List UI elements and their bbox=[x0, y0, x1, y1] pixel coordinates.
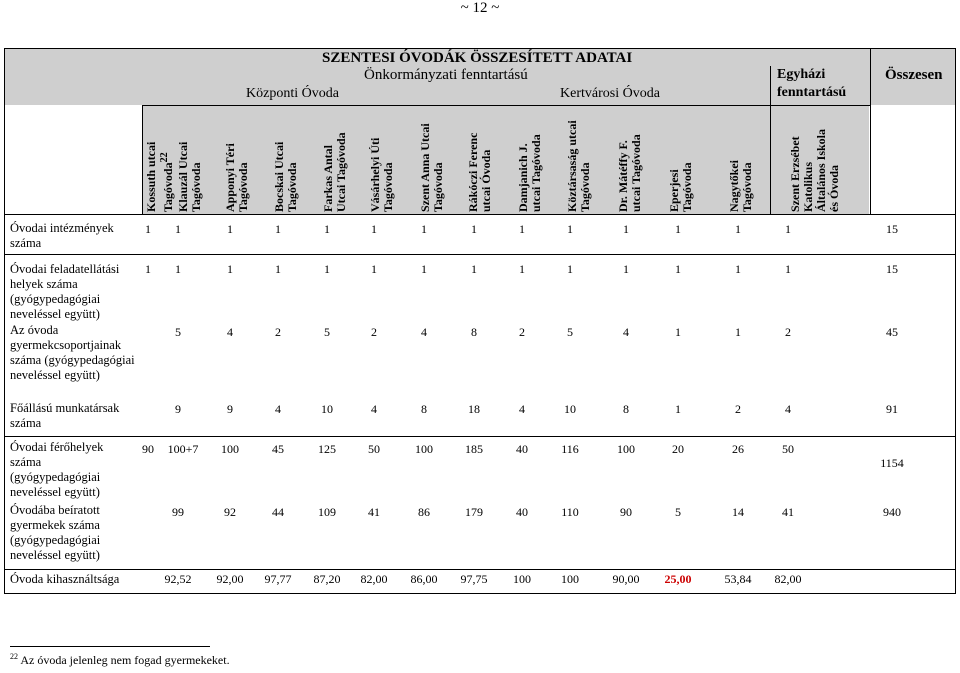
table-cell: 4 bbox=[227, 325, 233, 339]
table-cell: 1 bbox=[519, 262, 525, 276]
table-cell: 14 bbox=[732, 505, 744, 519]
table-cell: 1 bbox=[145, 222, 151, 236]
table-cell: 97,77 bbox=[264, 572, 292, 586]
table-cell: 1 bbox=[785, 222, 791, 236]
table-cell: 2 bbox=[519, 325, 525, 339]
table-cell: 100+7 bbox=[167, 442, 199, 456]
table-cell-total: 15 bbox=[886, 222, 898, 236]
row-label-munkatarsak: Főállású munkatársak száma bbox=[10, 401, 120, 430]
column-header-nagytokei: Nagytőkei Tagóvoda bbox=[727, 160, 754, 212]
table-cell: 2 bbox=[785, 325, 791, 339]
table-cell: 1 bbox=[371, 262, 377, 276]
group-kertvarosi: Kertvárosi Óvoda bbox=[560, 86, 660, 101]
table-cell: 5 bbox=[324, 325, 330, 339]
table-cell: 40 bbox=[516, 505, 528, 519]
table-cell: 50 bbox=[782, 442, 794, 456]
group-egyhazi-line2: fenntartású bbox=[777, 85, 847, 100]
table-cell: 40 bbox=[516, 442, 528, 456]
row-label-intezmenyek: Óvodai intézmények száma bbox=[10, 221, 114, 250]
row-divider bbox=[5, 254, 955, 255]
column-header-apponyi: Apponyi Téri Tagóvoda bbox=[223, 143, 250, 212]
column-header-bocskai: Bocskai Utcai Tagóvoda bbox=[272, 141, 299, 212]
table-cell: 25,00 bbox=[664, 572, 692, 586]
row-divider bbox=[5, 569, 955, 570]
table-cell: 116 bbox=[561, 442, 579, 456]
table-cell: 1 bbox=[623, 222, 629, 236]
table-cell: 44 bbox=[272, 505, 284, 519]
table-title: SZENTESI ÓVODÁK ÖSSZESÍTETT ADATAI bbox=[322, 50, 633, 66]
group-osszesen: Összesen bbox=[885, 67, 943, 83]
table-cell: 4 bbox=[785, 402, 791, 416]
table-cell: 90,00 bbox=[612, 572, 640, 586]
group-kozponti: Központi Óvoda bbox=[246, 86, 339, 101]
table-cell: 97,75 bbox=[460, 572, 488, 586]
table-cell: 100 bbox=[221, 442, 239, 456]
page-number: ~ 12 ~ bbox=[460, 0, 500, 16]
footnote-rule bbox=[10, 646, 210, 647]
table-cell: 1 bbox=[519, 222, 525, 236]
table-cell: 1 bbox=[324, 222, 330, 236]
column-header-damjanich: Damjanich J. utcai Tagóvoda bbox=[516, 134, 543, 212]
table-cell: 8 bbox=[421, 402, 427, 416]
table-cell: 1 bbox=[735, 325, 741, 339]
row-label-csoportok: Az óvoda gyermekcsoportjainak száma (gyógypedagógiai neveléssel együtt) bbox=[10, 323, 135, 382]
table-cell: 10 bbox=[321, 402, 333, 416]
table-cell: 1 bbox=[175, 222, 181, 236]
table-cell: 1 bbox=[421, 222, 427, 236]
table-cell: 2 bbox=[371, 325, 377, 339]
table-cell: 82,00 bbox=[360, 572, 388, 586]
table-cell: 5 bbox=[567, 325, 573, 339]
table-cell: 92,00 bbox=[216, 572, 244, 586]
row-label-ferohelyek: Óvodai férőhelyek száma (gyógypedagógiai neveléssel együtt) bbox=[10, 440, 104, 499]
table-cell: 1 bbox=[227, 262, 233, 276]
row-label-kihasznaltsag: Óvoda kihasználtsága bbox=[10, 572, 120, 586]
table-cell: 53,84 bbox=[724, 572, 752, 586]
column-header-mateffy: Dr. Mátéffy F. utcai Tagóvoda bbox=[616, 134, 643, 212]
table-cell: 90 bbox=[620, 505, 632, 519]
table-cell-total: 1154 bbox=[880, 456, 904, 470]
table-cell: 185 bbox=[465, 442, 483, 456]
table-cell: 125 bbox=[318, 442, 336, 456]
table-cell: 1 bbox=[275, 222, 281, 236]
table-cell: 92 bbox=[224, 505, 236, 519]
divider bbox=[5, 214, 955, 215]
table-cell: 100 bbox=[561, 572, 579, 586]
column-header-eperjesi: Eperjesi Tagóvoda bbox=[667, 162, 694, 212]
column-header-szent-anna: Szent Anna Utcai Tagóvoda bbox=[418, 123, 445, 212]
table-cell: 110 bbox=[561, 505, 579, 519]
table-cell: 87,20 bbox=[313, 572, 341, 586]
table-cell: 92,52 bbox=[164, 572, 192, 586]
table-cell: 1 bbox=[275, 262, 281, 276]
row-label-feladatellatasi: Óvodai feladatellátási helyek száma (gyógypedagógiai neveléssel együtt) bbox=[10, 262, 120, 321]
table-cell: 8 bbox=[471, 325, 477, 339]
table-cell: 8 bbox=[623, 402, 629, 416]
table-cell: 1 bbox=[324, 262, 330, 276]
footnote: $^{22}$ Az óvoda jelenleg nem fogad gyermekeket. bbox=[10, 652, 230, 667]
table-cell: 4 bbox=[519, 402, 525, 416]
table-cell: 9 bbox=[227, 402, 233, 416]
row-label-beiratott: Óvodába beíratott gyermekek száma (gyógypedagógiai neveléssel együtt) bbox=[10, 503, 101, 562]
table-cell: 1 bbox=[675, 262, 681, 276]
table-cell: 4 bbox=[371, 402, 377, 416]
table-cell: 5 bbox=[175, 325, 181, 339]
table-cell: 4 bbox=[275, 402, 281, 416]
column-header-szent-erzsebet: Szent Erzsébet Katolikus Általános Iskola és Óvoda bbox=[788, 128, 841, 212]
table-cell: 1 bbox=[675, 325, 681, 339]
table-cell: 100 bbox=[415, 442, 433, 456]
table-cell: 20 bbox=[672, 442, 684, 456]
table-cell: 86,00 bbox=[410, 572, 438, 586]
table-cell: 109 bbox=[318, 505, 336, 519]
column-header-klauzal: Klauzál Utcai Tagóvoda bbox=[176, 141, 203, 212]
table-cell: 1 bbox=[735, 262, 741, 276]
table-cell: 45 bbox=[272, 442, 284, 456]
table-cell: 1 bbox=[175, 262, 181, 276]
table-cell: 1 bbox=[471, 222, 477, 236]
divider bbox=[770, 66, 771, 214]
table-cell: 4 bbox=[421, 325, 427, 339]
table-cell: 1 bbox=[227, 222, 233, 236]
table-cell: 100 bbox=[617, 442, 635, 456]
table-cell-total: 45 bbox=[886, 325, 898, 339]
column-header-farkas: Farkas Antal Utcai Tagóvoda bbox=[321, 132, 348, 212]
table-cell-total: 15 bbox=[886, 262, 898, 276]
table-cell: 1 bbox=[675, 402, 681, 416]
table-cell: 1 bbox=[471, 262, 477, 276]
table-cell: 90 bbox=[142, 442, 154, 456]
table-cell: 1 bbox=[145, 262, 151, 276]
table-cell: 41 bbox=[368, 505, 380, 519]
table-cell: 2 bbox=[275, 325, 281, 339]
group-egyhazi-line1: Egyházi bbox=[777, 67, 826, 82]
table-cell: 4 bbox=[623, 325, 629, 339]
table-cell: 5 bbox=[675, 505, 681, 519]
divider bbox=[870, 49, 871, 214]
column-header-rakoczi: Rákóczi Ferenc utcai Óvoda bbox=[466, 132, 493, 212]
table-cell: 9 bbox=[175, 402, 181, 416]
table-cell: 26 bbox=[732, 442, 744, 456]
table-cell: 82,00 bbox=[774, 572, 802, 586]
table-cell: 1 bbox=[371, 222, 377, 236]
table-cell: 86 bbox=[418, 505, 430, 519]
table-cell: 1 bbox=[675, 222, 681, 236]
table-cell: 1 bbox=[567, 222, 573, 236]
table-cell: 1 bbox=[421, 262, 427, 276]
table-cell: 41 bbox=[782, 505, 794, 519]
row-divider bbox=[5, 436, 955, 437]
table-cell: 10 bbox=[564, 402, 576, 416]
table-cell: 1 bbox=[785, 262, 791, 276]
table-cell: 99 bbox=[172, 505, 184, 519]
table-subtitle: Önkormányzati fenntartású bbox=[364, 67, 528, 83]
table-cell: 1 bbox=[567, 262, 573, 276]
table-cell: 100 bbox=[513, 572, 531, 586]
table-cell: 179 bbox=[465, 505, 483, 519]
column-header-vasarhelyi: Vásárhelyi Úti Tagóvoda bbox=[368, 137, 395, 212]
table-cell: 50 bbox=[368, 442, 380, 456]
table-cell: 2 bbox=[735, 402, 741, 416]
table-cell: 1 bbox=[735, 222, 741, 236]
table-cell-total: 91 bbox=[886, 402, 898, 416]
column-header-koztarsasag: Köztársaság utcai Tagóvoda bbox=[565, 120, 592, 212]
column-header-kossuth: Kossuth utcai Tagóvoda$^{22}$ bbox=[144, 141, 175, 212]
table-cell: 18 bbox=[468, 402, 480, 416]
table-cell-total: 940 bbox=[883, 505, 901, 519]
table-cell: 1 bbox=[623, 262, 629, 276]
